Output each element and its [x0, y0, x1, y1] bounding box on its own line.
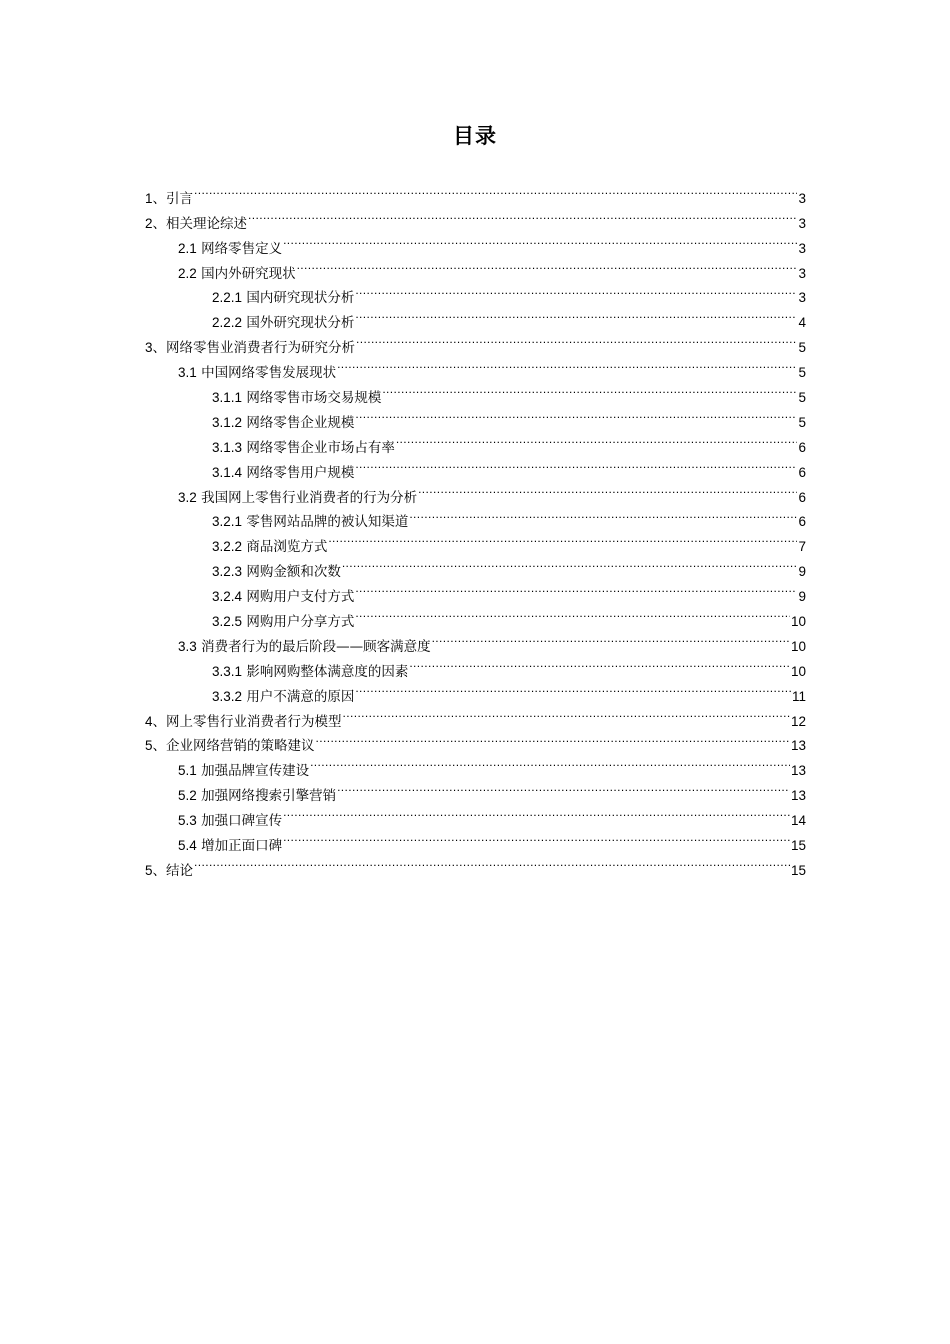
table-of-contents — [145, 178, 806, 879]
toc-entry-number: 5 — [145, 738, 153, 754]
toc-entry-title: 网络零售企业规模 — [246, 414, 355, 431]
toc-page-number: 12 — [790, 713, 806, 729]
toc-entry-title: 引言 — [166, 190, 194, 207]
dot-leader — [355, 576, 797, 601]
toc-page-number: 5 — [798, 340, 806, 356]
toc-entry-number: 3.3 — [178, 638, 197, 654]
toc-entry-number: 5.1 — [178, 763, 197, 779]
toc-entry-number: 3.2.2 — [212, 539, 243, 555]
toc-entry-separator: 、 — [152, 190, 167, 207]
toc-entry-separator: 、 — [152, 713, 167, 730]
dot-leader — [382, 377, 797, 402]
toc-entry-number: 3.2.1 — [212, 514, 243, 530]
toc-entry-title: 国内研究现状分析 — [246, 290, 355, 307]
toc-entry-title: 网上零售行业消费者行为模型 — [166, 713, 342, 730]
toc-entry-number: 5.4 — [178, 838, 197, 854]
toc-entry-number: 2.2.1 — [212, 290, 243, 306]
dot-leader — [355, 601, 790, 626]
dot-leader — [337, 775, 790, 800]
dot-leader — [337, 352, 797, 377]
toc-entry-number: 3.1.2 — [212, 414, 243, 430]
toc-entry-title: 商品浏览方式 — [246, 539, 328, 556]
toc-entry-number: 1 — [145, 190, 153, 206]
dot-leader — [342, 551, 798, 576]
toc-entry-number: 3.3.1 — [212, 663, 243, 679]
toc-entry-title: 用户不满意的原因 — [246, 688, 355, 705]
dot-leader — [283, 228, 797, 253]
dot-leader — [355, 676, 791, 701]
dot-leader — [194, 850, 790, 875]
toc-entry-number: 2.2.2 — [212, 315, 243, 331]
toc-entry-title: 企业网络营销的策略建议 — [166, 738, 315, 755]
toc-entry-title: 零售网站品牌的被认知渠道 — [246, 514, 409, 531]
toc-entry-title: 中国网络零售发展现状 — [201, 365, 337, 382]
toc-entry-title: 网购金额和次数 — [246, 564, 341, 581]
toc-entry-title: 网络零售用户规模 — [246, 464, 355, 481]
toc-entry-number: 2.2 — [178, 265, 197, 281]
dot-leader — [343, 701, 790, 726]
toc-entry-number: 2 — [145, 215, 153, 231]
toc-page-number: 10 — [790, 638, 806, 654]
toc-entry-number: 3.1.3 — [212, 439, 243, 455]
page-title: 目录 — [453, 124, 497, 148]
dot-leader — [409, 651, 790, 676]
toc-page-number: 7 — [798, 539, 806, 555]
toc-entry-title: 加强口碑宣传 — [201, 813, 283, 830]
toc-entry-title: 网络零售业消费者行为研究分析 — [166, 340, 356, 357]
toc-entry-separator: 、 — [152, 862, 167, 879]
dot-leader — [316, 726, 790, 751]
toc-page-number: 6 — [798, 489, 806, 505]
toc-page-number: 11 — [791, 688, 806, 704]
toc-entry-title: 国内外研究现状 — [201, 265, 296, 282]
toc-entry-number: 3 — [145, 340, 153, 356]
dot-leader — [355, 452, 797, 477]
toc-page-number: 3 — [798, 290, 806, 306]
toc-entry-title: 网购用户支付方式 — [246, 589, 355, 606]
dot-leader — [409, 502, 797, 527]
toc-entry-title: 结论 — [166, 862, 194, 879]
toc-page-number: 10 — [790, 614, 806, 630]
toc-page-number: 15 — [790, 862, 806, 878]
toc-page-number: 5 — [798, 390, 806, 406]
toc-page-number: 14 — [790, 813, 806, 829]
toc-page-number: 3 — [798, 265, 806, 281]
dot-leader — [248, 203, 797, 228]
toc-entry[interactable] — [145, 850, 806, 879]
toc-entry-separator: 、 — [152, 215, 167, 232]
toc-page-number: 9 — [798, 589, 806, 605]
toc-page-number: 3 — [798, 240, 806, 256]
toc-entry-title: 相关理论综述 — [166, 215, 248, 232]
toc-entry-number: 3.2.4 — [212, 589, 243, 605]
toc-page-number: 4 — [798, 315, 806, 331]
toc-entry-title: 网络零售市场交易规模 — [246, 390, 382, 407]
dot-leader — [355, 402, 797, 427]
toc-entry-title: 国外研究现状分析 — [246, 315, 355, 332]
toc-entry-title: 网络零售企业市场占有率 — [246, 439, 395, 456]
dot-leader — [194, 178, 797, 203]
dot-leader — [297, 253, 798, 278]
dot-leader — [355, 302, 797, 327]
toc-entry-number: 3.1.1 — [212, 390, 243, 406]
toc-entry-title: 加强网络搜索引擎营销 — [201, 788, 337, 805]
dot-leader — [396, 427, 798, 452]
toc-entry-title: 网络零售定义 — [201, 240, 283, 257]
toc-page-number: 10 — [790, 663, 806, 679]
toc-entry-title: 影响网购整体满意度的因素 — [246, 663, 409, 680]
toc-page-number: 3 — [798, 190, 806, 206]
toc-entry-title: 消费者行为的最后阶段——顾客满意度 — [201, 638, 431, 655]
toc-entry-number: 5.3 — [178, 813, 197, 829]
toc-entry-title: 加强品牌宣传建设 — [201, 763, 310, 780]
dot-leader — [283, 800, 790, 825]
toc-entry-number: 3.1 — [178, 365, 197, 381]
toc-page-number: 9 — [798, 564, 806, 580]
dot-leader — [418, 477, 797, 502]
toc-entry[interactable] — [145, 178, 806, 207]
toc-page-number: 5 — [798, 365, 806, 381]
toc-entry-number: 2.1 — [178, 240, 197, 256]
toc-page-number: 3 — [798, 215, 806, 231]
dot-leader — [283, 825, 790, 850]
toc-entry-separator: 、 — [152, 340, 167, 357]
toc-page-number: 6 — [798, 514, 806, 530]
toc-page-number: 13 — [790, 763, 806, 779]
toc-entry-number: 5 — [145, 862, 153, 878]
dot-leader — [310, 750, 790, 775]
toc-entry-separator: 、 — [152, 738, 167, 755]
toc-entry-title: 增加正面口碑 — [201, 838, 283, 855]
dot-leader — [432, 626, 790, 651]
toc-page-number: 13 — [790, 738, 806, 754]
toc-entry-number: 4 — [145, 713, 153, 729]
dot-leader — [356, 327, 797, 352]
toc-entry-title: 网购用户分享方式 — [246, 614, 355, 631]
toc-page-number: 5 — [798, 414, 806, 430]
toc-page-number: 13 — [790, 788, 806, 804]
toc-entry-number: 3.1.4 — [212, 464, 243, 480]
dot-leader — [355, 278, 797, 303]
toc-entry-number: 3.2.5 — [212, 614, 243, 630]
toc-page-number: 15 — [790, 838, 806, 854]
toc-entry-number: 3.2.3 — [212, 564, 243, 580]
toc-entry[interactable] — [145, 203, 806, 232]
toc-entry-number: 5.2 — [178, 788, 197, 804]
dot-leader — [328, 526, 797, 551]
toc-page-number: 6 — [798, 439, 806, 455]
toc-entry-number: 3.2 — [178, 489, 197, 505]
toc-entry-number: 3.3.2 — [212, 688, 243, 704]
toc-entry-title: 我国网上零售行业消费者的行为分析 — [201, 489, 418, 506]
toc-page-number: 6 — [798, 464, 806, 480]
